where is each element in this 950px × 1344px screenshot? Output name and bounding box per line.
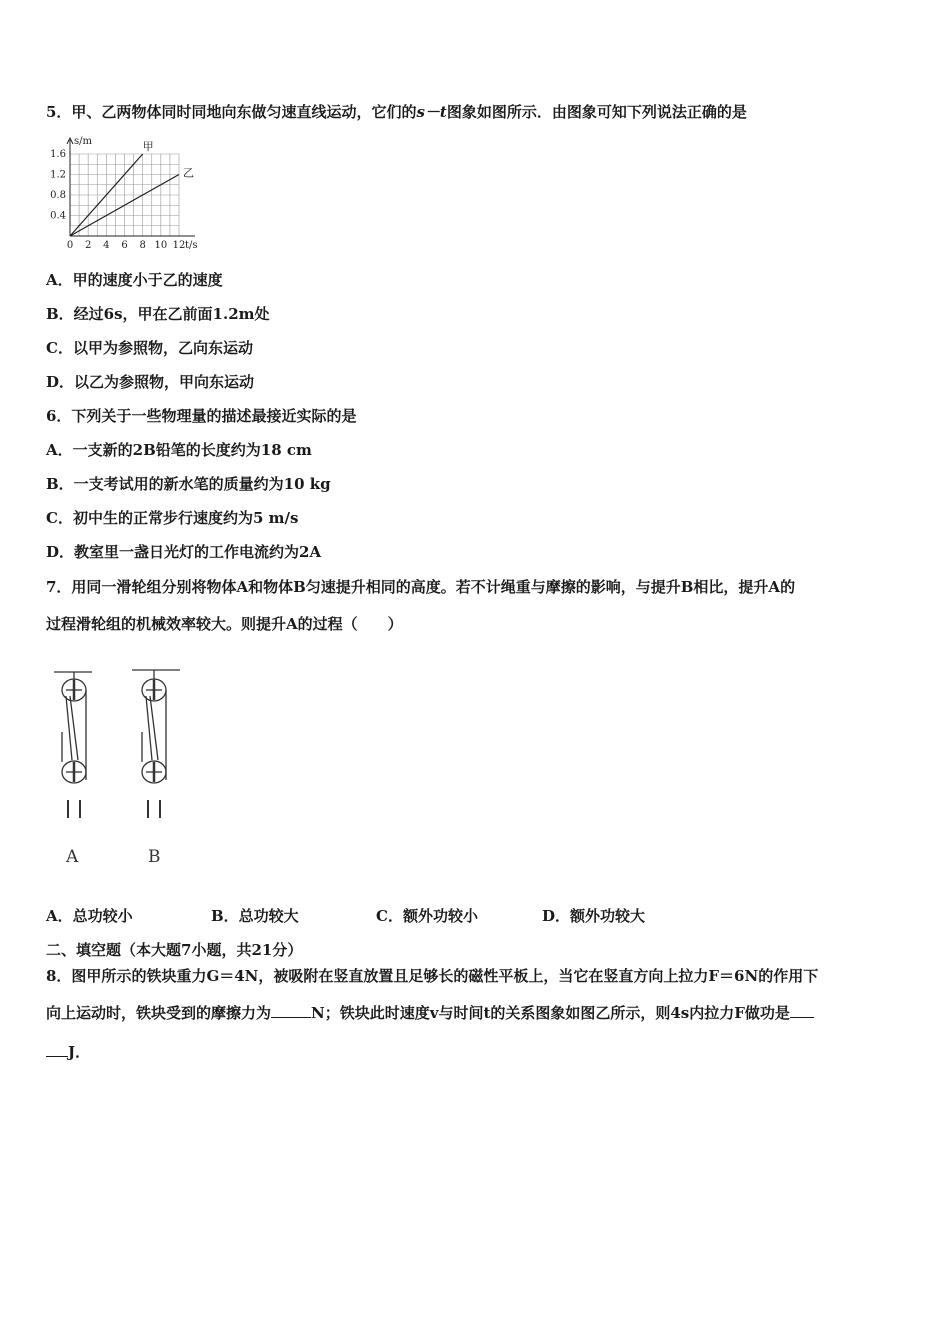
x-tick-label: 10 <box>154 240 168 251</box>
y-tick-label: 1.6 <box>50 149 66 160</box>
x-axis-label: t/s <box>185 240 198 251</box>
y-tick-label: 1.2 <box>50 169 66 181</box>
y-tick-label: 0.4 <box>50 210 66 222</box>
chart-series <box>70 140 194 236</box>
q5-stem-var: s－t <box>416 103 447 121</box>
q8-blank-work-part2[interactable] <box>46 1042 68 1057</box>
q7-options <box>46 905 746 927</box>
chart-grid <box>70 154 179 236</box>
q6-stem: 6．下列关于一些物理量的描述最接近实际的是 <box>46 407 357 425</box>
x-tick-label: 0 <box>66 240 74 251</box>
pulley-label-b: B <box>148 847 161 867</box>
x-tick-label: 8 <box>139 240 146 251</box>
q5-option-a: A．甲的速度小于乙的速度 <box>46 271 223 289</box>
q6-option-a: A．一支新的2B铅笔的长度约为18 cm <box>46 441 312 459</box>
x-tick-label: 2 <box>84 240 92 251</box>
q8-blank-friction[interactable] <box>271 1003 311 1018</box>
q5-option-c: C．以甲为参照物，乙向东运动 <box>46 339 253 357</box>
q5-option-d: D．以乙为参照物，甲向东运动 <box>46 373 255 391</box>
q7-option-d: D．额外功较大 <box>542 907 646 925</box>
x-tick-label: 4 <box>103 240 110 251</box>
x-tick-label: 6 <box>121 240 128 251</box>
chart-axes <box>67 138 195 236</box>
q8-line1: 8．图甲所示的铁块重力G＝4N，被吸附在竖直放置且足够长的磁性平板上，当它在竖直方向上拉力F＝6N的作用下 <box>46 967 819 985</box>
pulley-system-b <box>132 670 180 818</box>
section-heading: 二、填空题（本大题7小题，共21分） <box>46 941 303 959</box>
q6-option-d: D．教室里一盏日光灯的工作电流约为2A <box>46 543 322 561</box>
q7-option-c: C．额外功较小 <box>376 907 478 925</box>
x-tick-label: 12 <box>172 240 186 251</box>
q5-stem-pre: 5．甲、乙两物体同时同地向东做匀速直线运动，它们的 <box>46 103 417 121</box>
q5-stem <box>46 102 747 122</box>
q8-line2-a: 向上运动时，铁块受到的摩擦力为 <box>46 1004 272 1022</box>
pulley-system-a <box>54 672 92 818</box>
q8-line3 <box>46 1042 90 1062</box>
q8-line2-b: N；铁块此时速度v与时间t的关系图象如图乙所示，则4s内拉力F做功是 <box>311 1004 790 1022</box>
q5-option-b: B．经过6s，甲在乙前面1.2m处 <box>46 305 270 323</box>
q7-stem-line1: 7．用同一滑轮组分别将物体A和物体B匀速提升相同的高度。若不计绳重与摩擦的影响，与提升B相比，提升A的 <box>46 578 796 596</box>
st-chart <box>44 134 214 254</box>
series-label: 乙 <box>183 166 194 180</box>
q8-blank-work-part1[interactable] <box>790 1003 814 1018</box>
series-label: 甲 <box>142 140 154 153</box>
q7-stem-line2: 过程滑轮组的机械效率较大。则提升A的过程（ ） <box>46 615 403 633</box>
q5-stem-post: 图象如图所示．由图象可知下列说法正确的是 <box>446 103 747 121</box>
q7-option-b: B．总功较大 <box>211 907 299 925</box>
y-tick-label: 0.8 <box>50 190 66 201</box>
q8-line2 <box>46 1003 814 1023</box>
pulley-label-a: A <box>66 847 79 867</box>
y-axis-label: s/m <box>74 136 92 147</box>
q6-option-b: B．一支考试用的新水笔的质量约为10 kg <box>46 475 331 493</box>
q6-option-c: C．初中生的正常步行速度约为5 m/s <box>46 509 299 527</box>
pulley-figure <box>50 662 190 872</box>
q7-option-a: A．总功较小 <box>46 907 133 925</box>
q8-line3-text: J． <box>68 1043 91 1061</box>
